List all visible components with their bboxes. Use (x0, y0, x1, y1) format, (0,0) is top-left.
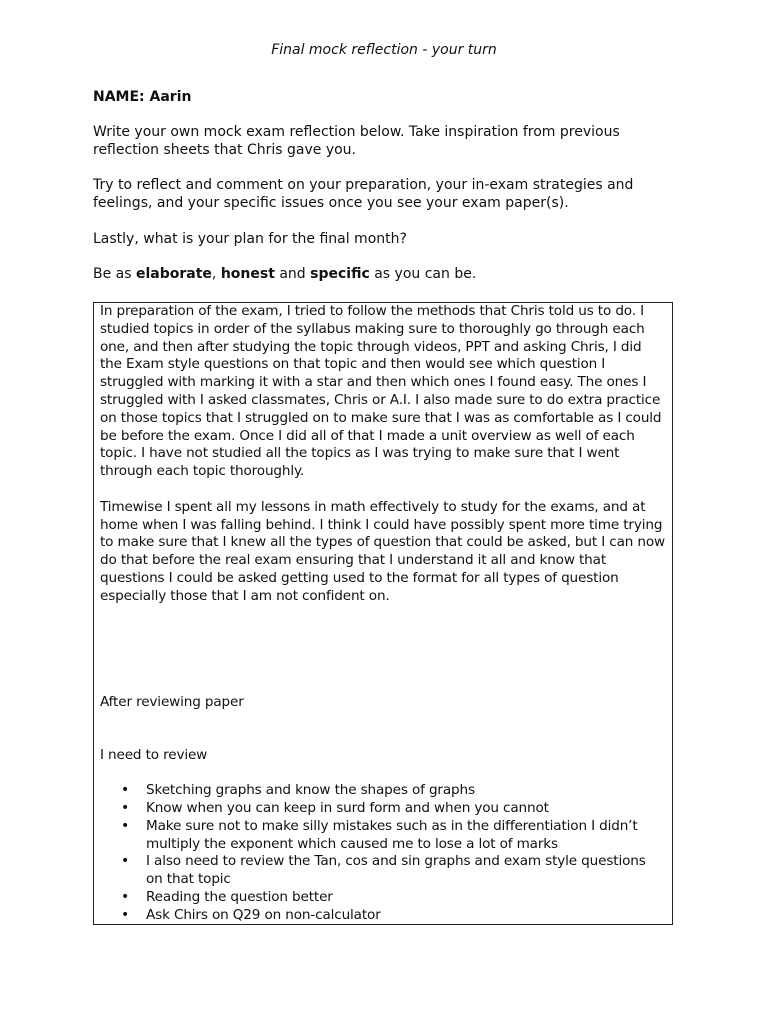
instruction-p4-sep2: and (274, 266, 311, 282)
list-item: • I also need to review the Tan, cos and sin graphs and exam style questions on that topic (146, 853, 666, 889)
instruction-paragraph-3: Lastly, what is your plan for the final month? (93, 231, 407, 247)
list-item: • Ask Chirs on Q29 on non-calculator (146, 907, 666, 925)
list-item: • Make sure not to make silly mistakes such as in the differentiation I didn’t multiply the exponent which caused me to lose a lot of marks (146, 818, 666, 854)
list-item: • Reading the question better (146, 889, 666, 907)
instruction-p4-sep1: , (211, 266, 221, 282)
list-item: • Know when you can keep in surd form and when you cannot (146, 800, 666, 818)
after-review-heading: After reviewing paper (100, 693, 244, 710)
instruction-paragraph-4 (93, 265, 683, 283)
instruction-paragraph-2: Try to reflect and comment on your preparation, your in-exam strategies and feelings, and your specific issues once you see your exam paper(s). (93, 177, 634, 211)
instruction-p4-suffix: as you can be. (369, 266, 477, 282)
instruction-paragraph-1: Write your own mock exam reflection below. Take inspiration from previous reflection sheets that Chris gave you. (93, 124, 620, 158)
need-review-heading: I need to review (100, 747, 208, 764)
page-title: Final mock reflection - your turn (271, 42, 497, 58)
reflection-answer-box[interactable] (93, 302, 673, 925)
review-list (100, 782, 666, 924)
student-name: NAME: Aarin (93, 89, 192, 105)
emphasis-elaborate: elaborate (136, 266, 212, 282)
instruction-p4-prefix: Be as (93, 266, 136, 282)
answer-paragraph-preparation: In preparation of the exam, I tried to follow the methods that Chris told us to do. I studied topics in order of the syllabus making sure to thoroughly go through each one, and then after studying the topic through videos, PPT and asking Chris, I did the Exam style questions on that topic and then would see which question I struggled with marking it with a star and then which ones I found easy. The ones I struggled with I asked classmates, Chris or A.I. I also made sure to do extra practice on those topics that I struggled on to make sure that I was as comfortable as I could be before the exam. Once I did all of that I made a unit overview as well of each topic. I have not studied all the topics as I was trying to make sure that I went through each topic thoroughly. (100, 303, 662, 480)
emphasis-specific: specific (310, 266, 370, 282)
emphasis-honest: honest (220, 266, 275, 282)
answer-paragraph-timewise: Timewise I spent all my lessons in math effectively to study for the exams, and at home when I was falling behind. I think I could have possibly spent more time trying to make sure that I knew all the types of question that could be asked, but I can now do that before the real exam ensuring that I understand it all and know that questions I could be asked getting used to the format for all types of question especially those that I am not confident on. (100, 498, 665, 604)
list-item: • Sketching graphs and know the shapes of graphs (146, 782, 666, 800)
